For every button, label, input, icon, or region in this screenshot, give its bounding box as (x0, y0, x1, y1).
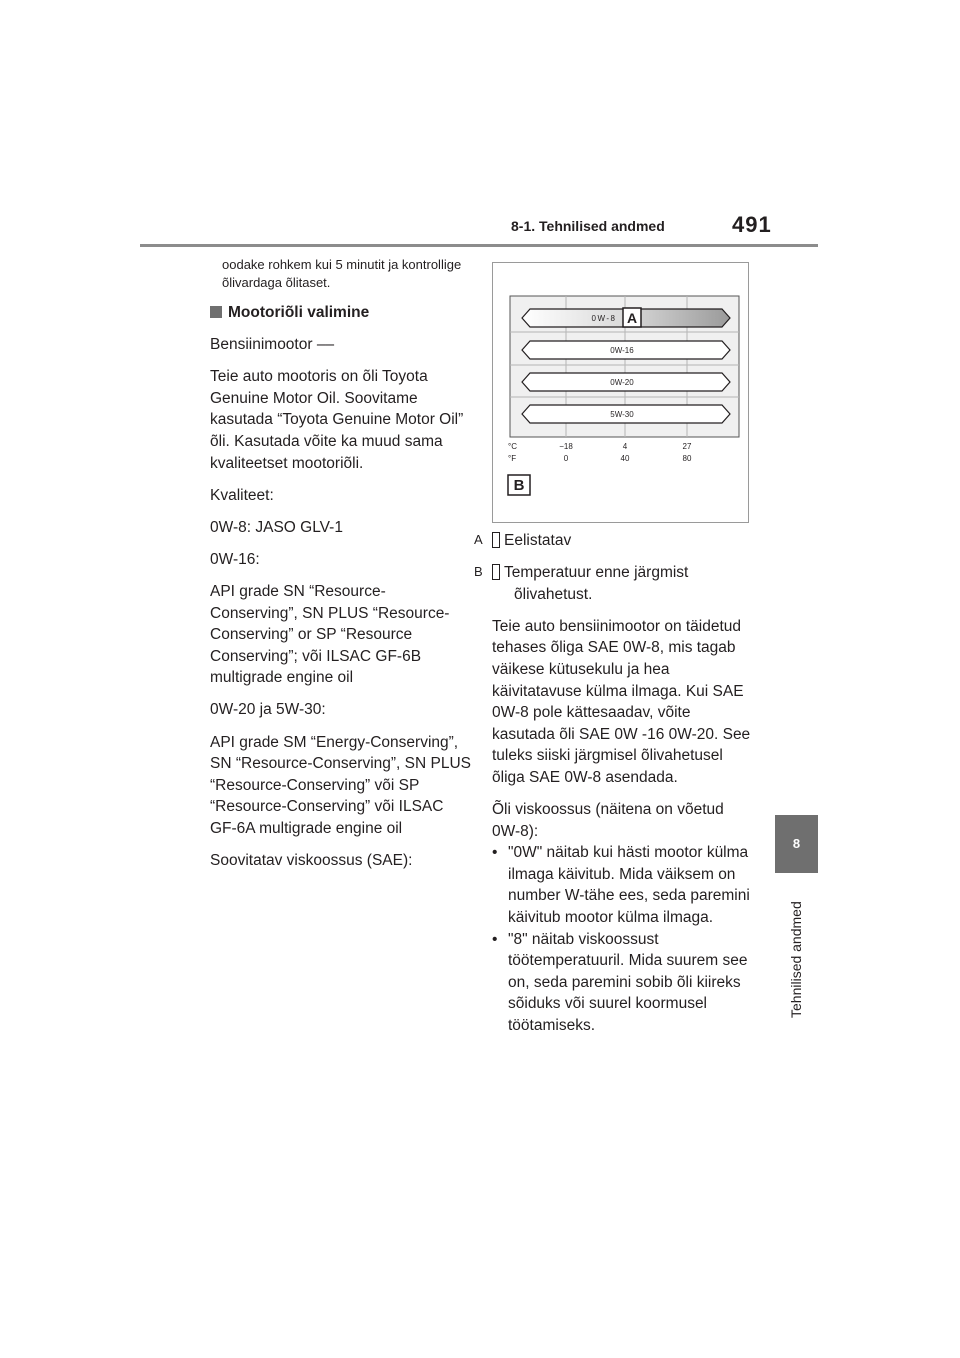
list-item: • "0W" näitab kui hästi mootor külma ilmaga käivitub. Mida väiksem on number W-tähe ees, seda paremini käivitub mootor külma ilmaga. (492, 844, 750, 926)
legend-b-key: B (492, 564, 500, 580)
left-column (210, 256, 472, 882)
legend-b: B Temperatuur enne järgmist õlivahetust. (474, 564, 689, 603)
celsius-tick-label: 27 (682, 442, 692, 451)
paragraph: Teie auto bensiinimootor on täidetud tehases õliga SAE 0W-8, mis tagab väikese kütusekulu ja hea käivitatavuse külma ilmaga. Kui SAE 0W-8 pole kättesaadav, võite kasutada õli SAE 0W -16 0W-20. See tuleks siiski järgmisel õlivahetusel õliga SAE 0W-8 asendada. (492, 617, 751, 786)
paragraph: Kvaliteet: (210, 486, 274, 504)
legend-a-key: A (492, 532, 500, 548)
marker-a: A (626, 310, 638, 326)
celsius-tick-label: 4 (622, 442, 628, 451)
fahrenheit-tick-label: 80 (682, 454, 692, 463)
marker-b: B (513, 477, 525, 494)
grade-label: 0W-16 (610, 346, 634, 355)
bullet-list (492, 842, 752, 1036)
right-column (474, 530, 752, 1037)
paragraph: 0W-20 ja 5W-30: (210, 701, 326, 719)
grade-label: 0W-8 (591, 314, 617, 323)
paragraph: Teie auto mootoris on õli Toyota Genuine Motor Oil. Soovitame kasutada “Toyota Genuine Motor Oil” õli. Kasutada võite ka muud sama kvaliteetset mootoriõli. (210, 368, 464, 472)
paragraph: 0W-8: JASO GLV-1 (210, 518, 343, 536)
page-number: 491 (732, 212, 772, 237)
section-heading: Mootoriõli valimine (210, 302, 472, 324)
list-item: • "8" näitab viskoossust töötemperatuuril. Mida suurem see on, seda paremini sobib õli kiireks sõiduks või suurel koormusel töötamiseks. (492, 930, 748, 1034)
paragraph: 0W-16: (210, 550, 260, 568)
legend-a: A Eelistatav (474, 532, 572, 549)
grade-label: 5W-30 (610, 410, 634, 419)
chapter-tab-label: Tehnilised andmed (788, 901, 804, 1018)
fahrenheit-tick-label: 40 (620, 454, 630, 463)
square-bullet-icon (210, 306, 222, 318)
header-divider (140, 244, 818, 247)
fahrenheit-unit-label: °F (508, 454, 517, 463)
section-title: 8-1. Tehnilised andmed (511, 218, 665, 234)
paragraph: Bensiinimootor –– (210, 336, 335, 354)
paragraph: Soovitatav viskoossus (SAE): (210, 851, 413, 869)
continued-note: oodake rohkem kui 5 minutit ja kontrollige õlivardaga õlitaset. (222, 257, 462, 290)
viscosity-chart (492, 262, 750, 524)
paragraph: Õli viskoossus (näitena on võetud 0W-8): (492, 801, 724, 840)
celsius-unit-label: °C (508, 442, 517, 451)
fahrenheit-tick-label: 0 (563, 454, 569, 463)
paragraph: API grade SM “Energy-Conserving”, SN “Resource-Conserving”, SN PLUS “Resource-Conserving” või SP “Resource-Conserving” või ILSAC GF-6A multigrade engine oil (210, 733, 472, 837)
chapter-tab[interactable]: 8 (775, 815, 818, 873)
paragraph: API grade SN “Resource-Conserving”, SN PLUS “Resource-Conserving” or SP “Resource Conserving”; või ILSAC GF-6B multigrade engine oil (210, 582, 450, 687)
grade-label: 0W-20 (610, 378, 634, 387)
celsius-tick-label: −18 (559, 442, 573, 451)
